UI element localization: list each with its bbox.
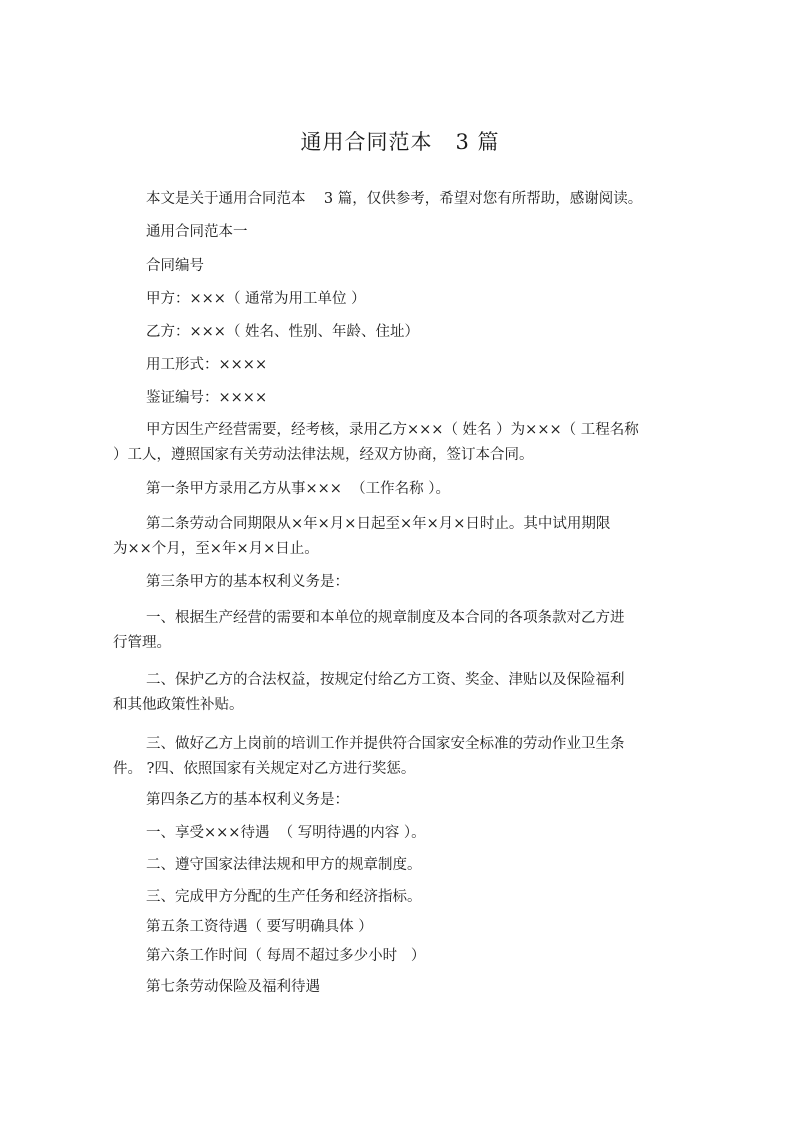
paragraph-line: 甲方因生产经营需要，经考核，录用乙方×××（ 姓名 ）为×××（ 工程名称: [146, 422, 639, 438]
clause-line: 三、完成甲方分配的生产任务和经济指标。: [146, 889, 422, 905]
clause-line: 件。 ?四、依照国家有关规定对乙方进行奖惩。: [113, 761, 416, 777]
article-7: 第七条劳动保险及福利待遇: [146, 979, 320, 995]
article-1: 第一条甲方录用乙方从事××× （工作名称 ）。: [146, 481, 451, 497]
certification-number-line: 鉴证编号：××××: [146, 390, 268, 406]
clause-line: 一、根据生产经营的需要和本单位的规章制度及本合同的各项条款对乙方进: [146, 610, 625, 626]
section-heading: 通用合同范本一: [146, 224, 248, 240]
party-b-line: 乙方：×××（ 姓名、性别、年龄、住址）: [146, 324, 420, 340]
contract-number-label: 合同编号: [146, 258, 204, 274]
employment-form-line: 用工形式：××××: [146, 357, 268, 373]
intro-text: 本文是关于通用合同范本 3 篇，仅供参考，希望对您有所帮助，感谢阅读。: [146, 191, 643, 207]
clause-line: 一、享受×××待遇 （ 写明待遇的内容 ）。: [146, 825, 426, 841]
article-2-line: 第二条劳动合同期限从×年×月×日起至×年×月×日时止。其中试用期限: [146, 516, 611, 532]
article-5: 第五条工资待遇（ 要写明确具体 ）: [146, 919, 373, 935]
clause-line: 行管理。: [113, 635, 171, 651]
party-a-line: 甲方：×××（ 通常为用工单位 ）: [146, 291, 366, 307]
clause-line: 和其他政策性补贴。: [113, 697, 244, 713]
clause-line: 二、遵守国家法律法规和甲方的规章制度。: [146, 857, 422, 873]
paragraph-line: ）工人，遵照国家有关劳动法律法规，经双方协商，签订本合同。: [113, 447, 534, 463]
clause-line: 三、做好乙方上岗前的培训工作并提供符合国家安全标准的劳动作业卫生条: [146, 736, 625, 752]
article-2-line: 为××个月，至×年×月×日止。: [113, 541, 319, 557]
article-3-heading: 第三条甲方的基本权利义务是：: [146, 574, 349, 590]
article-6: 第六条工作时间（ 每周不超过多少小时 ）: [146, 948, 426, 964]
article-4-heading: 第四条乙方的基本权利义务是：: [146, 792, 349, 808]
document-title: 通用合同范本 3 篇: [300, 130, 500, 154]
clause-line: 二、保护乙方的合法权益，按规定付给乙方工资、奖金、津贴以及保险福利: [146, 672, 625, 688]
